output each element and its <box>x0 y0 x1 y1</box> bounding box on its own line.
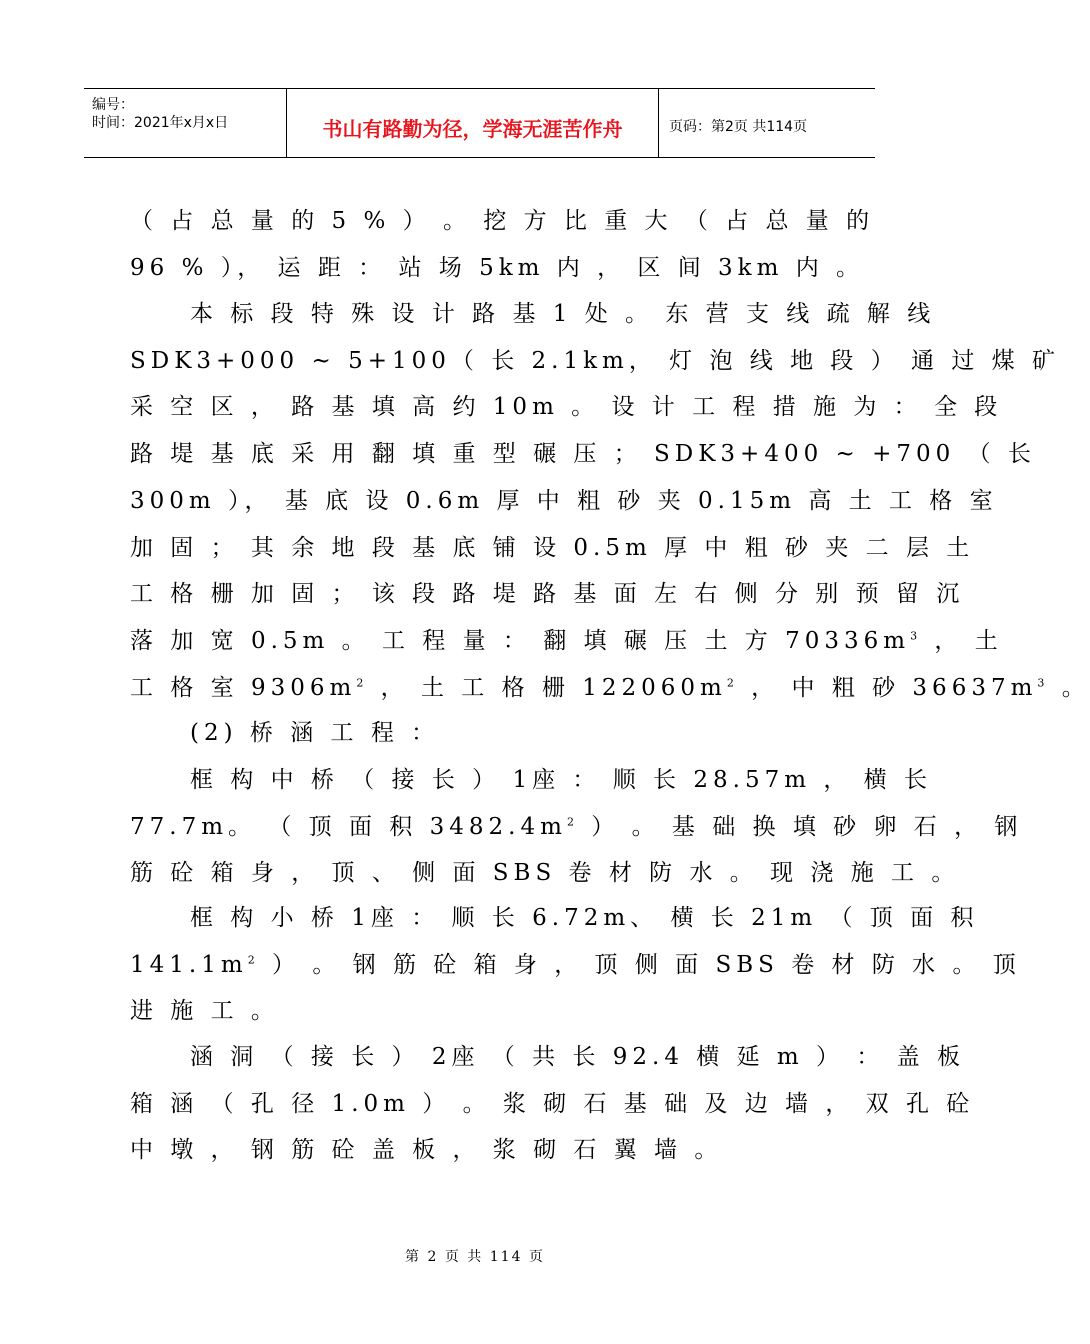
header-meta-cell <box>84 89 287 157</box>
body-line: $141.1m^2$ ） 。 钢 筋 砼 箱 身 ， 顶 侧 面 SBS 卷 材 防 水 。 顶 <box>130 951 1021 978</box>
document-time-label: 时间：2021年x月x日 <box>92 115 229 131</box>
header-motto-cell <box>287 89 659 157</box>
body-line: 96 % ）， 运 距 ： 站 场 5km 内 ， 区 间 3km 内 。 <box>130 254 865 281</box>
body-line: 77.7m。 （ 顶 面 积 $3482.4m^2$ ） 。 基 础 换 填 砂 卵 石 ， 钢 <box>130 813 1023 840</box>
paragraph-frame-medium-bridge <box>130 757 1023 897</box>
paragraph-special-subgrade <box>130 291 1090 711</box>
body-line: 框 构 小 桥 1座 ： 顺 长 6.72m、 横 长 21m （ 顶 面 积 <box>190 905 979 931</box>
body-line: 中 墩 ， 钢 筋 砼 盖 板 ， 浆 砌 石 翼 墙 。 <box>130 1137 723 1164</box>
body-line: 涵 洞 （ 接 长 ） 2座 （ 共 长 92.4 横 延 m ） ： 盖 板 <box>190 1044 965 1070</box>
body-line: （ 占 总 量 的 5 % ） 。 挖 方 比 重 大 （ 占 总 量 的 <box>130 208 875 234</box>
header-page-cell <box>659 89 875 157</box>
page-header <box>84 88 875 158</box>
section-heading-bridges <box>130 710 824 757</box>
paragraph-earthwork-ratio <box>130 198 875 291</box>
body-line: 工 格 栅 加 固 ； 该 段 路 堤 路 基 面 左 右 侧 分 别 预 留 沉 <box>130 581 965 608</box>
body-line: 筋 砼 箱 身 ， 顶 、 侧 面 SBS 卷 材 防 水 。 现 浇 施 工 。 <box>130 860 960 887</box>
section-heading: (2) 桥 涵 工 程 ： <box>190 720 440 746</box>
header-motto: 书山有路勤为径，学海无涯苦作舟 <box>322 117 623 141</box>
header-page-info: 页码：第2页 共114页 <box>669 119 808 135</box>
paragraph-culverts <box>130 1034 975 1174</box>
body-line: SDK3+000 ~ 5+100（ 长 2.1km， 灯 泡 线 地 段 ） 通 过 煤 矿 <box>130 347 1060 374</box>
body-line: 路 堤 基 底 采 用 翻 填 重 型 碾 压 ； SDK3+400 ~ +700 （ 长 <box>130 441 1036 468</box>
body-line: 300m ）， 基 底 设 0.6m 厚 中 粗 砂 夹 0.15m 高 土 工 格 室 <box>130 487 998 514</box>
body-line: 工 格 室 $9306m^2$ ， 土 工 格 栅 $122060m^2$ ， 中 粗 砂 $36637m^3$ 。 <box>130 674 1090 701</box>
body-line: 进 施 工 。 <box>130 998 279 1025</box>
body-line: 框 构 中 桥 （ 接 长 ） 1座 ： 顺 长 28.57m ， 横 长 <box>190 767 932 793</box>
body-line: 采 空 区 ， 路 基 填 高 约 10m 。 设 计 工 程 措 施 为 ： 全 段 <box>130 394 1003 421</box>
body-line: 箱 涵 （ 孔 径 1.0m ） 。 浆 砌 石 基 础 及 边 墙 ， 双 孔 砼 <box>130 1090 975 1117</box>
body-line: 加 固 ； 其 余 地 段 基 底 铺 设 0.5m 厚 中 粗 砂 夹 二 层 土 <box>130 534 975 561</box>
document-number-label: 编号： <box>92 97 134 113</box>
page-footer: 第 2 页 共 114 页 <box>405 1249 545 1265</box>
paragraph-frame-small-bridge <box>130 895 1021 1035</box>
body-line: 落 加 宽 0.5m 。 工 程 量 ： 翻 填 碾 压 土 方 $70336m^3$ ， 土 <box>130 627 1003 654</box>
body-line: 本 标 段 特 殊 设 计 路 基 1 处 。 东 营 支 线 疏 解 线 <box>190 301 936 327</box>
